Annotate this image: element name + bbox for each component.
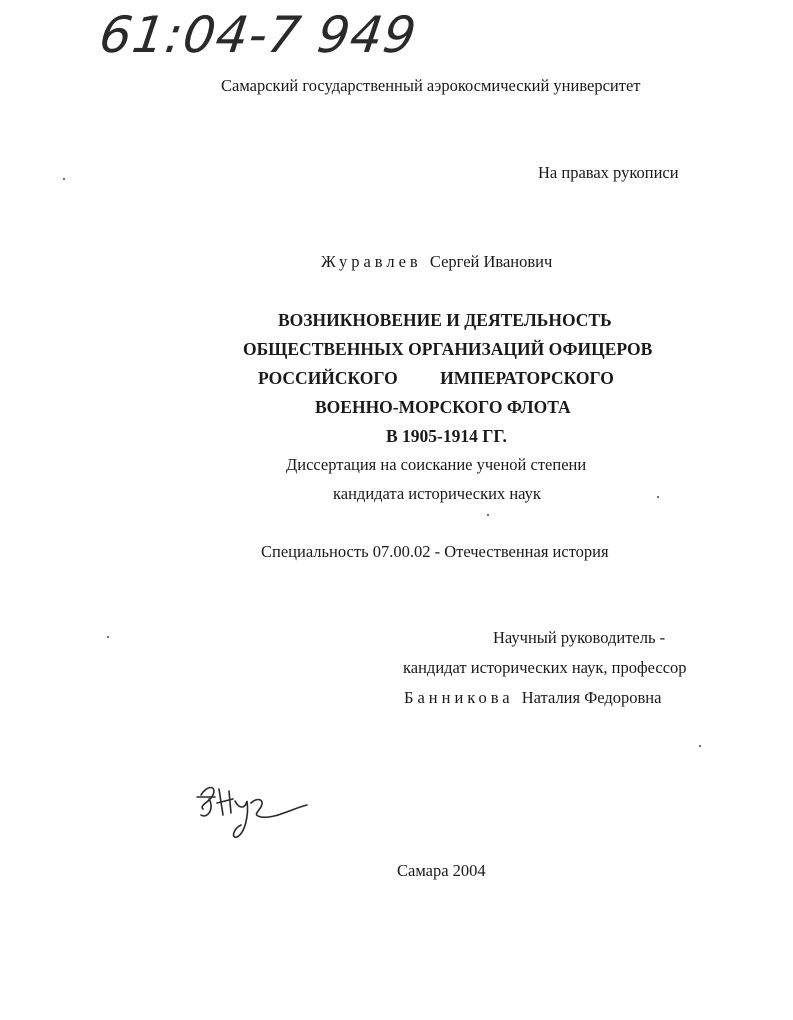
author-given-name: Сергей Иванович <box>429 252 553 271</box>
handwritten-signature <box>195 775 315 845</box>
author-name <box>321 252 552 272</box>
scan-speck <box>487 514 489 516</box>
specialty: Специальность 07.00.02 - Отечественная история <box>261 542 609 561</box>
supervisor-name <box>404 688 661 708</box>
scan-speck <box>63 178 65 180</box>
manuscript-note: На правах рукописи <box>538 163 679 182</box>
city-year: Самара 2004 <box>397 861 486 880</box>
title-line-3b: ИМПЕРАТОРСКОГО <box>440 368 614 388</box>
title-line-4: ВОЕННО-МОРСКОГО ФЛОТА <box>315 397 571 417</box>
supervisor-surname: Банникова <box>404 688 514 707</box>
dissertation-line-1: Диссертация на соискание ученой степени <box>286 455 587 474</box>
dissertation-line-2: кандидата исторических наук <box>333 484 541 503</box>
archive-stamp-number: 61:04-7 949 <box>95 6 421 64</box>
author-surname: Журавлев <box>321 252 422 271</box>
title-line-5: В 1905-1914 ГГ. <box>386 426 507 446</box>
supervisor-role: Научный руководитель - <box>493 628 666 647</box>
scan-speck <box>699 745 701 747</box>
supervisor-given-name: Наталия Федоровна <box>521 688 662 707</box>
title-line-2: ОБЩЕСТВЕННЫХ ОРГАНИЗАЦИЙ ОФИЦЕРОВ <box>243 339 653 359</box>
scan-speck <box>107 636 109 638</box>
title-line-3a: РОССИЙСКОГО <box>258 368 398 388</box>
supervisor-degree: кандидат исторических наук, профессор <box>403 658 687 677</box>
title-line-1: ВОЗНИКНОВЕНИЕ И ДЕЯТЕЛЬНОСТЬ <box>278 310 612 330</box>
university-name: Самарский государственный аэрокосмический университет <box>221 76 641 95</box>
scan-speck <box>657 496 659 498</box>
title-line-3 <box>258 368 614 389</box>
